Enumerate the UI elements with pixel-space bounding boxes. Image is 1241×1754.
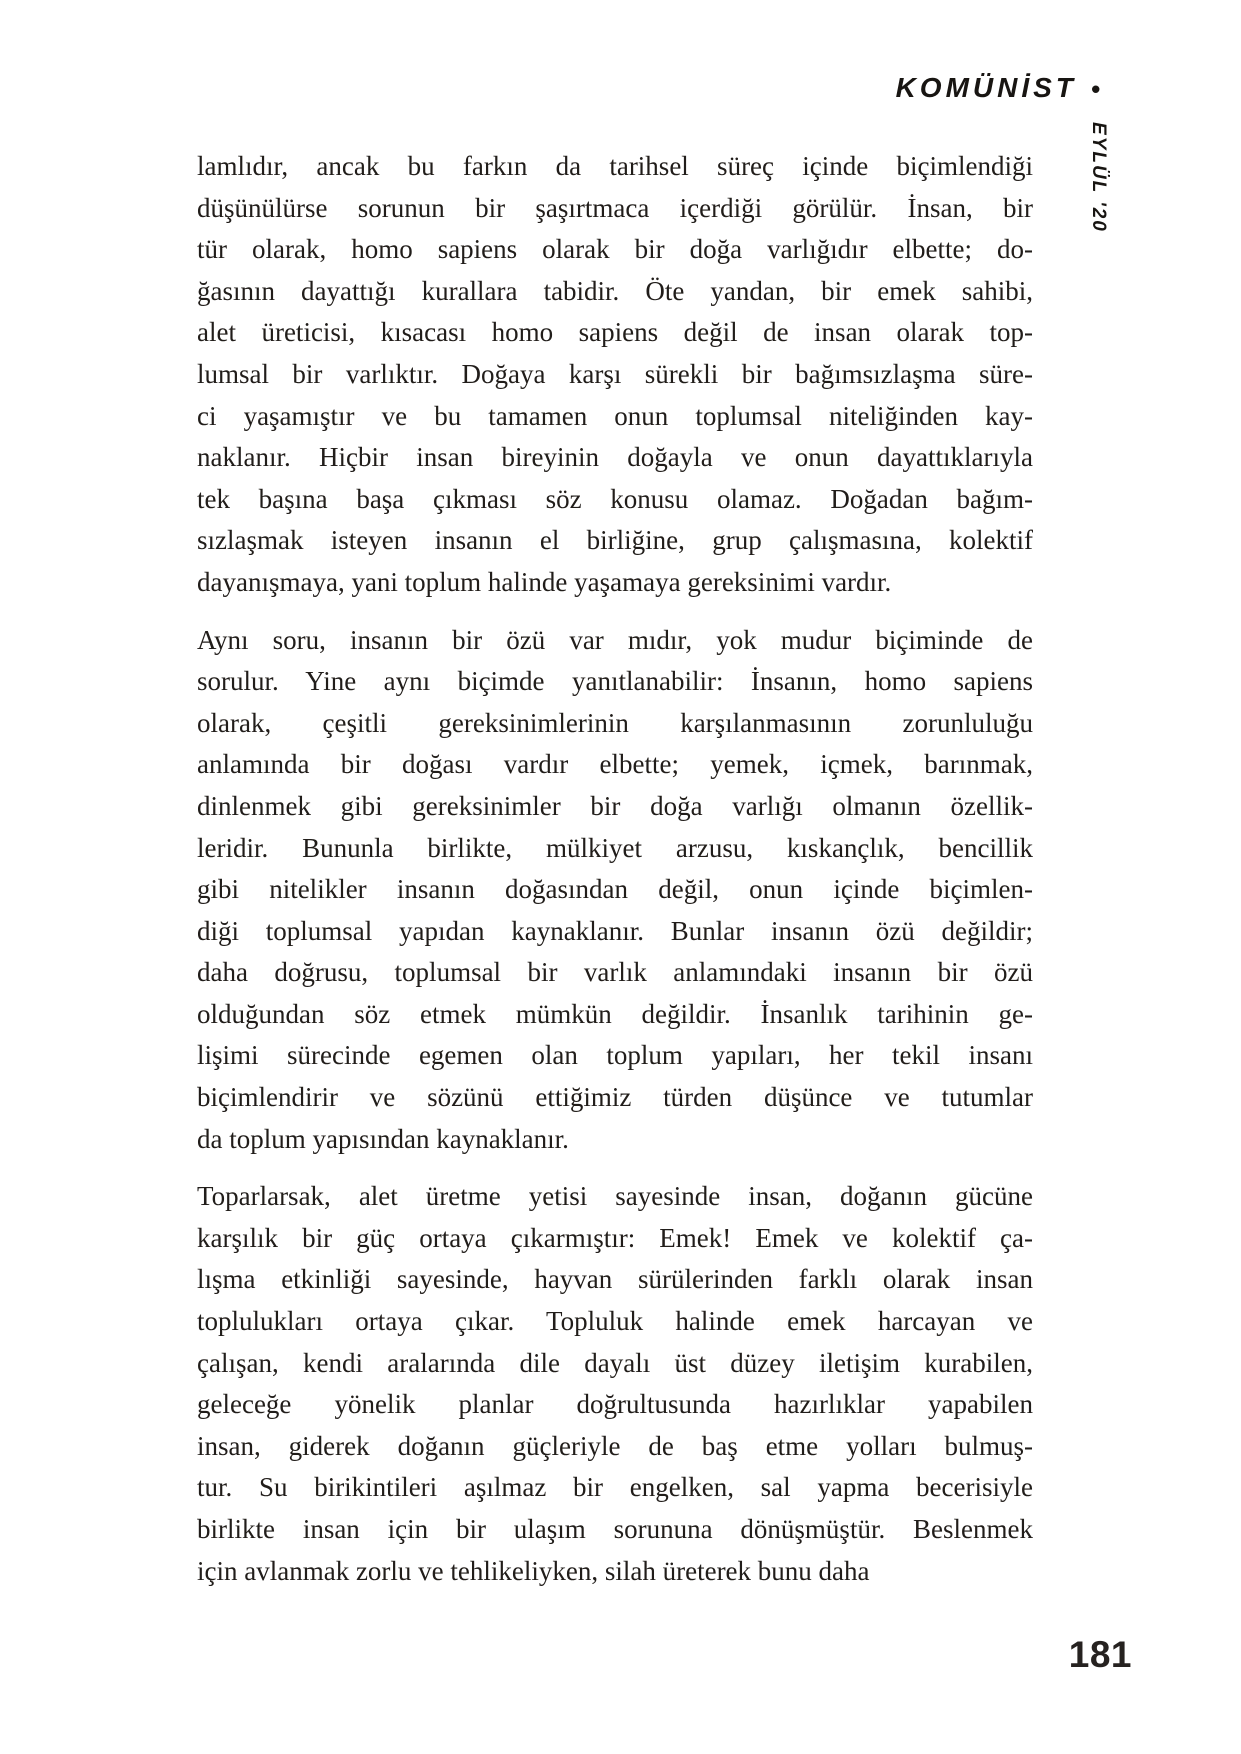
text-line: alet üreticisi, kısacası homo sapiens değil de insan olarak top-	[197, 317, 1033, 348]
magazine-title: KOMÜNİST	[895, 72, 1077, 103]
page-number: 181	[1068, 1634, 1132, 1675]
text-line: anlamında bir doğası vardır elbette; yemek, içmek, barınmak,	[197, 749, 1033, 780]
text-line: da toplum yapısından kaynaklanır.	[197, 1123, 569, 1154]
text-line: diği toplumsal yapıdan kaynaklanır. Bunlar insanın özü değildir;	[197, 915, 1033, 946]
text-line: lumsal bir varlıktır. Doğaya karşı sürekli bir bağımsızlaşma süre-	[197, 358, 1033, 389]
text-line: olarak, çeşitli gereksinimlerinin karşılanmasının zorunluluğu	[197, 707, 1033, 738]
running-head	[896, 72, 1100, 104]
text-line: tek başına başa çıkması söz konusu olamaz. Doğadan bağım-	[197, 483, 1033, 514]
text-line: lışma etkinliği sayesinde, hayvan sürülerinden farklı olarak insan	[197, 1264, 1033, 1295]
text-line: lamlıdır, ancak bu farkın da tarihsel süreç içinde biçimlendiği	[197, 151, 1033, 181]
text-line: lişimi sürecinde egemen olan toplum yapıları, her tekil insanı	[197, 1040, 1033, 1071]
issue-date-vertical: EYLÜL '20	[1088, 122, 1109, 233]
body-text	[197, 146, 1033, 1592]
text-line: karşılık bir güç ortaya çıkarmıştır: Emek! Emek ve kolektif ça-	[197, 1222, 1033, 1253]
paragraph	[197, 620, 1033, 1161]
text-line: Toparlarsak, alet üretme yetisi sayesinde insan, doğanın gücüne	[197, 1181, 1033, 1212]
text-line: tür olarak, homo sapiens olarak bir doğa varlığıdır elbette; do-	[197, 234, 1033, 265]
text-line: sızlaşmak isteyen insanın el birliğine, grup çalışmasına, kolektif	[197, 525, 1033, 556]
paragraph	[197, 146, 1033, 604]
text-line: olduğundan söz etmek mümkün değildir. İnsanlık tarihinin ge-	[197, 998, 1033, 1029]
text-line: tur. Su birikintileri aşılmaz bir engelken, sal yapma becerisiyle	[197, 1472, 1033, 1503]
text-line: birlikte insan için bir ulaşım sorununa dönüşmüştür. Beslenmek	[197, 1514, 1033, 1544]
text-line: naklanır. Hiçbir insan bireyinin doğayla ve onun dayattıklarıyla	[197, 442, 1033, 473]
text-line: leridir. Bununla birlikte, mülkiyet arzusu, kıskançlık, bencillik	[197, 832, 1033, 863]
bullet-icon: •	[1090, 74, 1100, 104]
text-line: Aynı soru, insanın bir özü var mıdır, yok mudur biçiminde de	[197, 624, 1033, 655]
text-line: sorulur. Yine aynı biçimde yanıtlanabilir: İnsanın, homo sapiens	[197, 666, 1033, 697]
text-line: dinlenmek gibi gereksinimler bir doğa varlığı olmanın özellik-	[197, 790, 1033, 821]
text-line: ğasının dayattığı kurallara tabidir. Öte yandan, bir emek sahibi,	[197, 275, 1033, 306]
paragraph	[197, 1176, 1033, 1592]
text-line: toplulukları ortaya çıkar. Topluluk halinde emek harcayan ve	[197, 1306, 1033, 1337]
text-line: gibi nitelikler insanın doğasından değil, onun içinde biçimlen-	[197, 874, 1033, 905]
text-line: düşünülürse sorunun bir şaşırtmaca içerdiği görülür. İnsan, bir	[197, 192, 1033, 223]
text-line: çalışan, kendi aralarında dile dayalı üst düzey iletişim kurabilen,	[197, 1347, 1033, 1378]
text-line: dayanışmaya, yani toplum halinde yaşamaya gereksinimi vardır.	[197, 566, 892, 597]
text-line: için avlanmak zorlu ve tehlikeliyken, silah üreterek bunu daha	[197, 1555, 870, 1586]
text-line: daha doğrusu, toplumsal bir varlık anlamındaki insanın bir özü	[197, 957, 1033, 988]
text-line: biçimlendirir ve sözünü ettiğimiz türden düşünce ve tutumlar	[197, 1082, 1033, 1113]
text-line: insan, giderek doğanın güçleriyle de baş etme yolları bulmuş-	[197, 1430, 1033, 1461]
text-line: geleceğe yönelik planlar doğrultusunda hazırlıklar yapabilen	[197, 1389, 1033, 1420]
text-line: ci yaşamıştır ve bu tamamen onun toplumsal niteliğinden kay-	[197, 400, 1033, 431]
